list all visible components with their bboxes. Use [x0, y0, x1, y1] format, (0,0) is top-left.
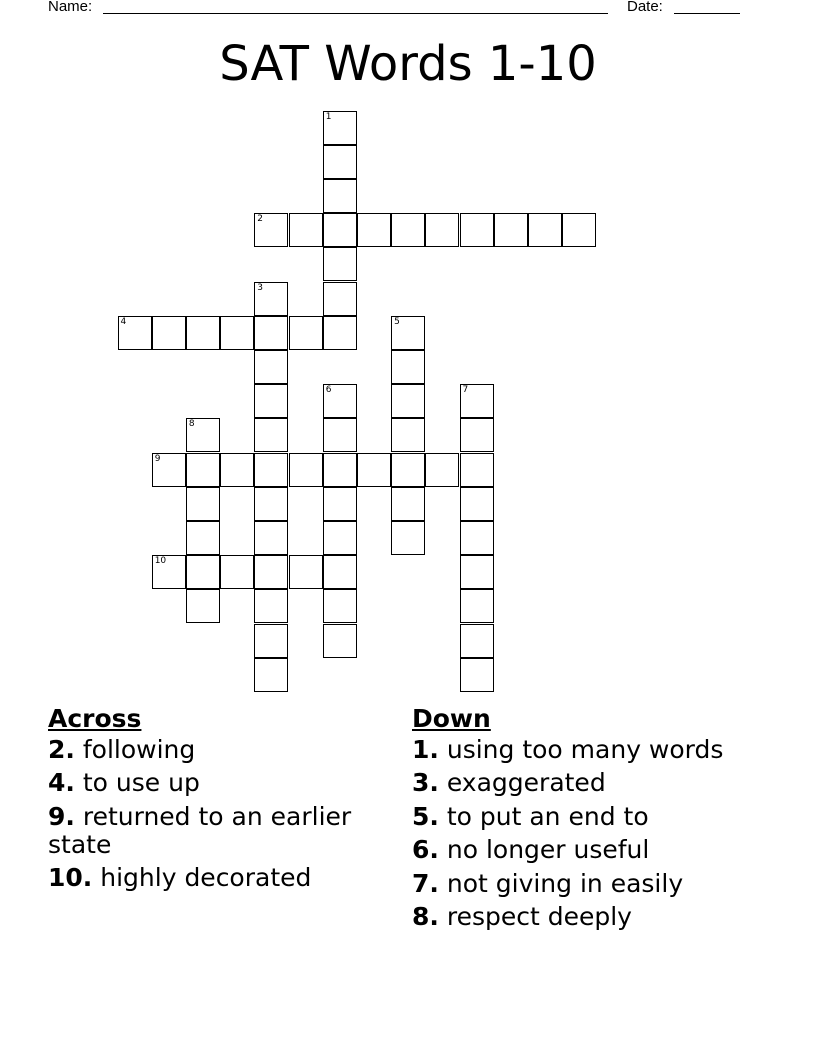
crossword-cell[interactable]: [254, 521, 288, 555]
clue-number: 5.: [412, 801, 439, 831]
crossword-cell[interactable]: [289, 316, 323, 350]
crossword-cell[interactable]: [186, 589, 220, 623]
crossword-cell[interactable]: [323, 487, 357, 521]
across-clue: [48, 736, 388, 764]
down-clue: [412, 903, 772, 931]
crossword-cell[interactable]: [254, 555, 288, 589]
cell-number: 3: [257, 282, 264, 293]
down-clue: [412, 836, 772, 864]
crossword-cell[interactable]: [254, 282, 288, 316]
crossword-cell[interactable]: [186, 453, 220, 487]
crossword-cell[interactable]: [528, 213, 562, 247]
cell-number: 7: [462, 385, 469, 396]
crossword-cell[interactable]: [460, 213, 494, 247]
crossword-cell[interactable]: [357, 213, 391, 247]
down-clue: [412, 803, 772, 831]
crossword-cell[interactable]: [186, 521, 220, 555]
down-clue: [412, 769, 772, 797]
down-clue: [412, 870, 772, 898]
crossword-cell[interactable]: [460, 487, 494, 521]
crossword-cell[interactable]: [186, 555, 220, 589]
crossword-cell[interactable]: [425, 213, 459, 247]
crossword-cell[interactable]: [186, 316, 220, 350]
crossword-cell[interactable]: [460, 624, 494, 658]
crossword-cell[interactable]: [254, 589, 288, 623]
crossword-cell[interactable]: [254, 453, 288, 487]
date-label: Date:: [627, 0, 663, 15]
clue-text: to put an end to: [446, 801, 649, 831]
crossword-cell[interactable]: [391, 350, 425, 384]
crossword-cell[interactable]: [391, 521, 425, 555]
clue-number: 1.: [412, 734, 439, 764]
crossword-cell[interactable]: [254, 350, 288, 384]
crossword-cell[interactable]: [254, 213, 288, 247]
clue-number: 2.: [48, 734, 75, 764]
cell-number: 4: [120, 316, 127, 327]
crossword-cell[interactable]: [323, 453, 357, 487]
crossword-cell[interactable]: [391, 418, 425, 452]
crossword-cell[interactable]: [220, 453, 254, 487]
cell-number: 8: [188, 419, 195, 430]
crossword-cell[interactable]: [391, 213, 425, 247]
crossword-cell[interactable]: [323, 213, 357, 247]
cell-number: 5: [394, 316, 400, 327]
clue-number: 9.: [48, 801, 75, 831]
crossword-cell[interactable]: [220, 555, 254, 589]
down-clues: [412, 702, 772, 937]
crossword-cell[interactable]: [323, 316, 357, 350]
crossword-cell[interactable]: [562, 213, 596, 247]
crossword-cell[interactable]: [289, 453, 323, 487]
crossword-cell[interactable]: [391, 316, 425, 350]
cell-number: 6: [325, 385, 332, 396]
clue-text: returned to an earlier state: [48, 801, 352, 859]
crossword-cell[interactable]: [186, 418, 220, 452]
page-title: SAT Words 1-10: [219, 36, 597, 92]
crossword-cell[interactable]: [323, 624, 357, 658]
crossword-cell[interactable]: [323, 282, 357, 316]
clue-text: using too many words: [446, 734, 724, 764]
crossword-cell[interactable]: [391, 384, 425, 418]
crossword-cell[interactable]: [254, 487, 288, 521]
cell-number: 9: [154, 453, 161, 464]
clue-text: to use up: [82, 768, 200, 797]
down-heading: Down: [412, 704, 491, 733]
crossword-cell[interactable]: [357, 453, 391, 487]
crossword-cell[interactable]: [152, 316, 186, 350]
crossword-cell[interactable]: [460, 418, 494, 452]
clue-text: respect deeply: [446, 902, 632, 931]
across-heading: Across: [48, 704, 142, 733]
crossword-cell[interactable]: [391, 453, 425, 487]
crossword-cell[interactable]: [254, 418, 288, 452]
crossword-cell[interactable]: [494, 213, 528, 247]
clue-number: 8.: [412, 902, 439, 931]
crossword-cell[interactable]: [289, 555, 323, 589]
crossword-cell[interactable]: [460, 589, 494, 623]
crossword-cell[interactable]: [186, 487, 220, 521]
crossword-cell[interactable]: [254, 316, 288, 350]
crossword-cell[interactable]: [323, 589, 357, 623]
crossword-cell[interactable]: [323, 555, 357, 589]
crossword-cell[interactable]: [460, 521, 494, 555]
clue-text: exaggerated: [446, 768, 606, 797]
clue-text: highly decorated: [100, 863, 312, 892]
crossword-cell[interactable]: [254, 384, 288, 418]
clue-number: 3.: [412, 768, 439, 797]
crossword-cell[interactable]: [323, 418, 357, 452]
clue-text: following: [82, 734, 196, 764]
crossword-cell[interactable]: [323, 111, 357, 145]
crossword-cell[interactable]: [323, 521, 357, 555]
crossword-cell[interactable]: [391, 487, 425, 521]
clue-number: 6.: [412, 835, 439, 864]
crossword-cell[interactable]: [323, 384, 357, 418]
down-clue: [412, 736, 772, 764]
across-clue: [48, 864, 388, 892]
clue-number: 4.: [48, 768, 75, 797]
clue-number: 10.: [48, 863, 93, 892]
crossword-cell[interactable]: [152, 555, 186, 589]
clue-number: 7.: [412, 868, 439, 898]
crossword-cell[interactable]: [460, 555, 494, 589]
crossword-cell[interactable]: [254, 658, 288, 692]
across-clue: [48, 769, 388, 797]
crossword-cell[interactable]: [460, 453, 494, 487]
cell-number: 1: [325, 111, 332, 122]
across-clues: [48, 702, 388, 898]
crossword-cell[interactable]: [460, 658, 494, 692]
crossword-cell[interactable]: [289, 213, 323, 247]
name-label: Name:: [48, 0, 93, 15]
crossword-cell[interactable]: [254, 624, 288, 658]
clue-text: no longer useful: [446, 835, 650, 864]
cell-number: 2: [257, 214, 264, 225]
crossword-cell[interactable]: [118, 316, 152, 350]
cell-number: 10: [154, 556, 167, 567]
crossword-cell[interactable]: [323, 145, 357, 179]
crossword-cell[interactable]: [425, 453, 459, 487]
crossword-cell[interactable]: [323, 247, 357, 281]
crossword-cell[interactable]: [323, 179, 357, 213]
crossword-cell[interactable]: [152, 453, 186, 487]
across-clue: [48, 803, 388, 859]
crossword-cell[interactable]: [460, 384, 494, 418]
clue-text: not giving in easily: [446, 868, 684, 898]
crossword-cell[interactable]: [220, 316, 254, 350]
